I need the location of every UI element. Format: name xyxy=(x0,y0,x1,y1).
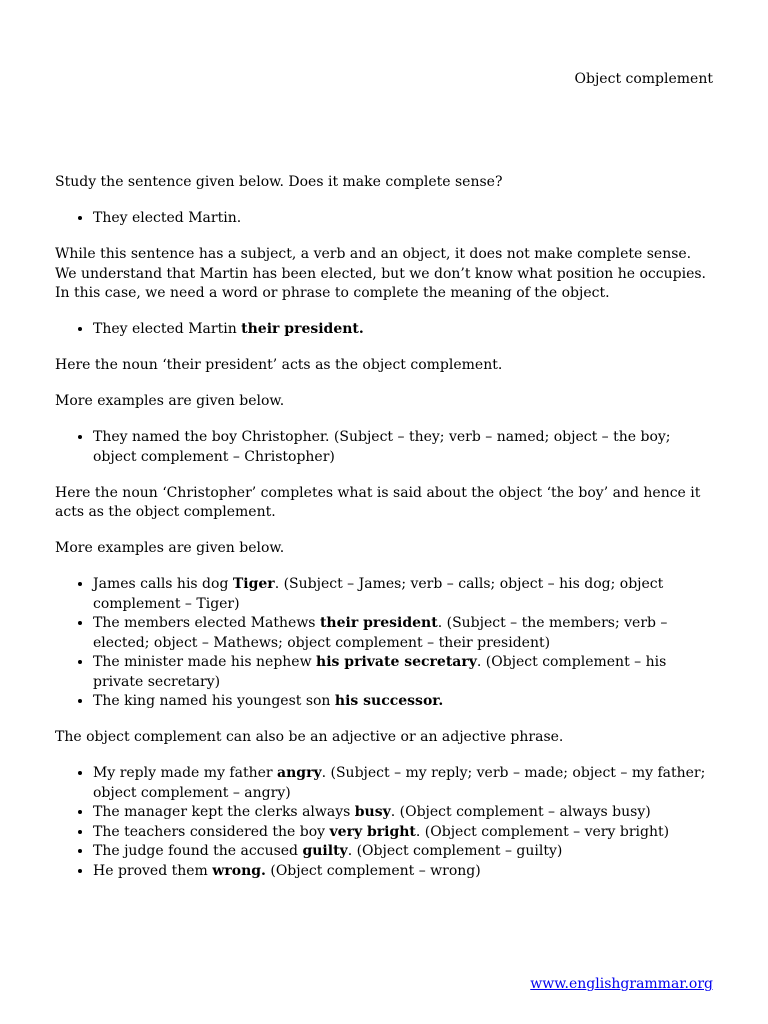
list-item xyxy=(93,842,715,862)
item-text: . (Subject – James; verb – calls; object – his dog; object complement – Tiger) xyxy=(93,576,664,612)
item-emphasis: angry xyxy=(277,765,322,781)
item-emphasis: their president xyxy=(319,615,438,631)
more-examples-heading-1: More examples are given below. xyxy=(55,393,285,409)
list-item xyxy=(93,653,715,692)
list-item xyxy=(93,614,715,653)
item-text: James calls his dog xyxy=(93,576,233,592)
list-item xyxy=(93,862,715,882)
page-footer xyxy=(530,975,713,993)
example-list-3 xyxy=(55,428,715,467)
item-emphasis: Tiger xyxy=(232,576,275,592)
item-emphasis: very bright xyxy=(329,823,416,840)
adjective-complement-list xyxy=(55,764,715,881)
noun-complement-list xyxy=(55,575,715,712)
intro-paragraph: Study the sentence given below. Does it make complete sense? xyxy=(55,174,503,190)
note-paragraph-2: Here the noun ‘Christopher’ completes what is said about the object ‘the boy’ and hence it acts as the object complement. xyxy=(55,484,701,520)
item-emphasis: their president. xyxy=(241,321,364,337)
list-item xyxy=(93,575,715,614)
item-text: The minister made his nephew xyxy=(93,654,317,670)
item-text: . (Object complement – very bright) xyxy=(415,823,670,840)
list-item xyxy=(93,823,715,843)
example-list-2 xyxy=(55,320,715,340)
list-item: • They elected Martin. xyxy=(93,209,715,229)
list-item xyxy=(93,692,715,712)
item-emphasis: his successor. xyxy=(334,693,444,709)
item-text: The judge found the accused xyxy=(93,843,303,859)
item-text: My reply made my father xyxy=(93,765,278,781)
item-text: The manager kept the clerks always xyxy=(93,804,355,820)
item-text: . (Object complement – guilty) xyxy=(347,843,563,859)
item-text: . (Subject – the members; verb – elected; object – Mathews; object complement – their president) xyxy=(93,615,668,651)
item-text: The teachers considered the boy xyxy=(93,823,330,840)
explanation-paragraph: While this sentence has a subject, a verb and an object, it does not make complete sense. We understand that Martin has been elected, but we don’t know what position he occupies. In this case, we need a word or phrase to complete the meaning of the object. xyxy=(55,246,706,301)
list-item xyxy=(93,320,715,340)
list-item: • They named the boy Christopher. (Subject – they; verb – named; object – the boy; object complement – Christopher) xyxy=(93,428,715,467)
item-text: They elected Martin xyxy=(93,321,242,337)
website-link[interactable]: www.englishgrammar.org xyxy=(530,976,713,992)
example-list-1 xyxy=(55,209,715,229)
more-examples-heading-2: More examples are given below. xyxy=(55,540,285,556)
item-text: . (Object complement – his private secretary) xyxy=(93,654,667,690)
item-text: (Object complement – wrong) xyxy=(265,862,481,879)
item-text: The members elected Mathews xyxy=(93,615,320,631)
item-text: . (Object complement – always busy) xyxy=(390,804,651,820)
item-text: He proved them xyxy=(93,862,213,879)
item-emphasis: wrong. xyxy=(212,862,266,879)
list-item xyxy=(93,803,715,823)
note-paragraph-1: Here the noun ‘their president’ acts as the object complement. xyxy=(55,357,503,373)
page-header-title: Object complement xyxy=(574,71,713,87)
item-text: The king named his youngest son xyxy=(93,693,335,709)
item-emphasis: busy xyxy=(354,804,391,820)
item-emphasis: guilty xyxy=(302,843,348,859)
item-emphasis: his private secretary xyxy=(316,654,477,670)
adjective-intro-paragraph: The object complement can also be an adjective or an adjective phrase. xyxy=(55,729,564,745)
item-text: . (Subject – my reply; verb – made; object – my father; object complement – angry) xyxy=(93,765,706,801)
list-item xyxy=(93,764,715,803)
document-body xyxy=(55,173,715,898)
